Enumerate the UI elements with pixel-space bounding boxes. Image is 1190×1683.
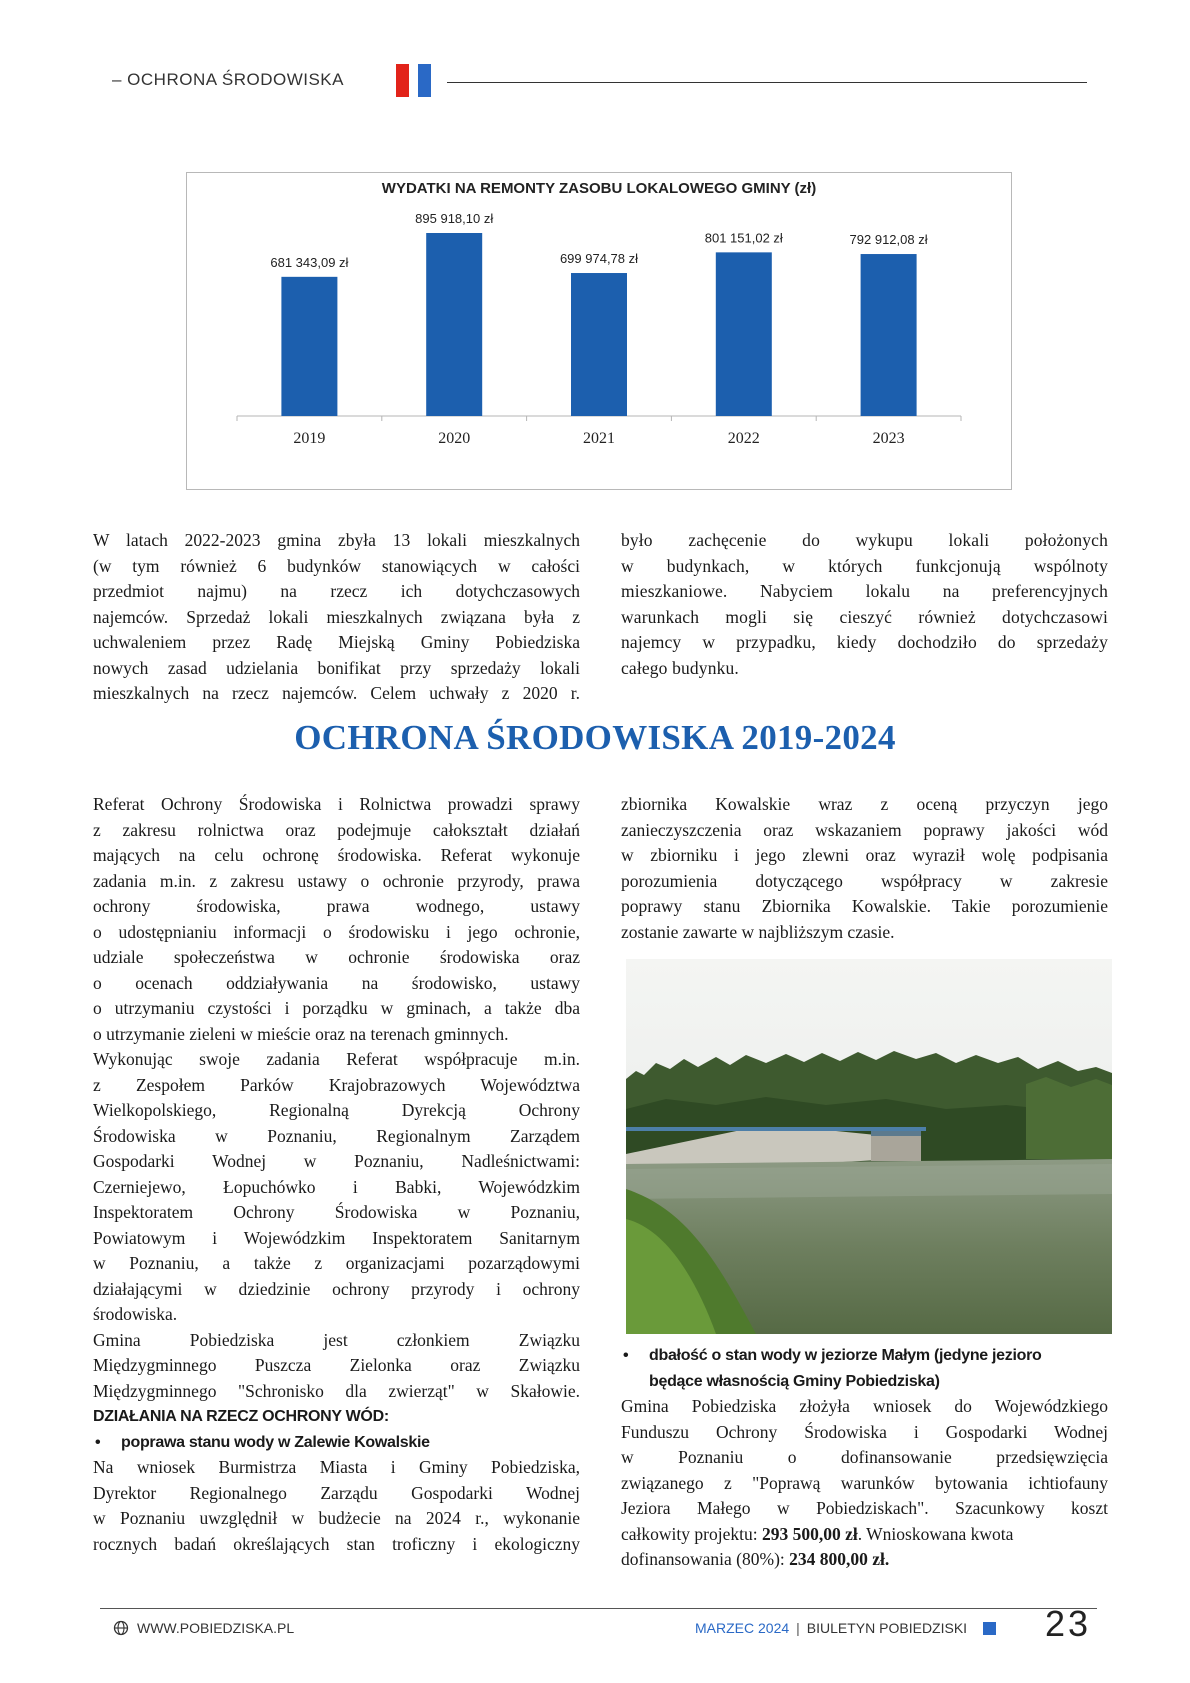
text-line: Gospodarki Wodnej w Poznaniu, Nadleśnictwami: — [93, 1151, 580, 1171]
tick-label-2023: 2023 — [872, 430, 905, 447]
data-label-2020: 895 918,10 zł — [415, 211, 494, 226]
text-line: mieszkaniowe. Nabyciem lokalu na preferencyjnych — [621, 581, 1108, 601]
text-line: całego budynku. — [621, 657, 739, 678]
bullet-dot: • — [623, 1347, 629, 1364]
bar-2021 — [571, 273, 627, 416]
cost-value: 293 500,00 zł — [761, 1523, 858, 1544]
text-line: Powiatowym i Wojewódzkim Inspektoratem Sanitarnym — [93, 1227, 580, 1248]
text-line: mieszkalnych na rzecz najemców. Celem uchwały z 2020 r. — [93, 683, 580, 703]
tick-label-2022: 2022 — [727, 430, 760, 447]
left-intro-text — [93, 792, 580, 1404]
top-text-left — [93, 528, 580, 707]
text-line: o utrzymaniu czystości i porządku w gminach, a także dba — [93, 998, 580, 1018]
text-line: Gmina Pobiedziska złożyła wniosek do Wojewódzkiego — [621, 1396, 1108, 1416]
text-line: uchwaleniem przez Radę Miejską Gminy Pobiedziska — [93, 632, 580, 652]
text-line: Międzygminnego "Schronisko dla zwierząt" w Skałowie. — [93, 1380, 580, 1401]
flag-blue-stripe — [418, 64, 431, 97]
text-line: z Zespołem Parków Krajobrazowych Województwa — [93, 1074, 580, 1095]
text-line: związanego z "Poprawą warunków bytowania ichtiofauny — [621, 1472, 1108, 1493]
cost-suffix: . Wnioskowana kwota — [857, 1523, 1014, 1544]
data-label-2023: 792 912,08 zł — [849, 232, 928, 248]
text-line: poprawy stanu Zbiornika Kowalskie. Takie porozumienie — [621, 896, 1108, 916]
text-line: o ocenach oddziaływania na środowisko, ustawy — [93, 972, 580, 993]
text-line: Środowiska w Poznaniu, Regionalnym Zarządem — [93, 1125, 580, 1146]
right-column-top — [621, 792, 1108, 945]
publication-name: BIULETYN POBIEDZISKI — [806, 1620, 968, 1636]
data-label-2022: 801 151,02 zł — [704, 230, 783, 246]
text-line: w Poznaniu, a także z organizacjami pozarządowymi — [93, 1253, 580, 1273]
text-line: Czerniejewo, Łopuchówko i Babki, Wojewódzkim — [93, 1176, 580, 1197]
header-rule — [447, 82, 1087, 83]
section-label: – OCHRONA ŚRODOWISKA — [112, 70, 344, 89]
footer-publication — [695, 1620, 996, 1636]
chart-canvas — [187, 173, 1011, 489]
text-line: ochrony środowiska, prawa wodnego, ustawy — [93, 896, 580, 916]
bullet-text — [649, 1343, 1042, 1394]
text-line: udziale społeczeństwa w ochronie środowiska oraz — [93, 947, 580, 967]
bar-2020 — [426, 233, 482, 416]
text-line: zbiornika Kowalskie wraz z oceną przyczyn jego — [621, 794, 1108, 814]
text-line: najemców. Sprzedaż lokali mieszkalnych związana była z — [93, 606, 580, 627]
right-paragraph — [621, 1394, 1108, 1522]
text-line: zostanie zawarte w najbliższym czasie. — [621, 921, 895, 942]
bar-2023 — [861, 254, 917, 416]
data-label-2021: 699 974,78 zł — [559, 251, 639, 267]
text-line: Jeziora Małego w Pobiedziskach". Szacunkowy koszt — [621, 1498, 1108, 1518]
tick-label-2020: 2020 — [438, 430, 471, 447]
text-line: z zakresu rolnictwa oraz podejmuje całokształt działań — [93, 819, 580, 840]
text-line: Wykonując swoje zadania Referat współpracuje m.in. — [93, 1049, 580, 1069]
text-line: w Poznaniu uwzględnił w budżecie na 2024 r., wykonanie — [93, 1508, 580, 1528]
text-line: o udostępnianiu informacji o środowisku i jego ochronie, — [93, 921, 580, 942]
chart-title: WYDATKI NA REMONTY ZASOBU LOKALOWEGO GMINY (zł) — [381, 180, 817, 197]
data-label-2019: 681 343,09 zł — [270, 254, 349, 270]
text-line: Dyrektor Regionalnego Zarządu Gospodarki Wodnej — [93, 1482, 580, 1503]
grant-value: 234 800,00 zł. — [789, 1549, 890, 1569]
text-line: środowiska. — [93, 1304, 178, 1324]
footer-website[interactable] — [113, 1620, 294, 1636]
lake-photo-image — [626, 959, 1112, 1334]
right-column-bottom — [621, 1343, 1108, 1573]
text-line: w budynkach, w których funkcjonują wspólnoty — [621, 555, 1108, 576]
cost-line — [621, 1522, 1108, 1548]
text-line: w zbiorniku i jego zlewni oraz wyraził wolę podpisania — [621, 845, 1108, 865]
bullet-zalew-kowalskie — [93, 1430, 580, 1456]
text-line: najemcy w przypadku, kiedy dochodziło do sprzedaży — [621, 632, 1108, 652]
issue-month: MARZEC 2024 — [695, 1620, 790, 1636]
text-line: W latach 2022-2023 gmina zbyła 13 lokali mieszkalnych — [93, 530, 580, 550]
bar-2022 — [716, 252, 772, 416]
bullet-line: dbałość o stan wody w jeziorze Małym (jedyne jezioro — [649, 1347, 1042, 1364]
globe-icon — [113, 1620, 129, 1636]
text-line: w Poznaniu o dofinansowanie przedsięwzięcia — [621, 1447, 1108, 1467]
text-line: Funduszu Ochrony Środowiska i Gospodarki Wodnej — [621, 1421, 1108, 1442]
section-title: OCHRONA ŚRODOWISKA 2019-2024 — [294, 718, 896, 757]
footer-rule — [100, 1608, 1097, 1609]
footer-square-icon — [983, 1622, 996, 1635]
text-line: nowych zasad udzielania bonifikat przy sprzedaży lokali — [93, 657, 580, 678]
footer-separator: | — [796, 1620, 800, 1636]
left-after-text — [93, 1455, 580, 1557]
grant-prefix: dofinansowania (80%): — [621, 1549, 790, 1569]
cost-prefix: całkowity projektu: — [621, 1523, 762, 1544]
tick-label-2021: 2021 — [583, 430, 615, 447]
bar-chart — [186, 172, 1012, 490]
lake-photo — [626, 959, 1112, 1334]
water-actions-heading: DZIAŁANIA NA RZECZ OCHRONY WÓD: — [93, 1408, 389, 1425]
text-line: było zachęcenie do wykupu lokali położonych — [621, 530, 1108, 550]
text-line: porozumienia dotyczącego współpracy w zakresie — [621, 870, 1108, 891]
text-line: warunkach mogli się cieszyć również dotychczasowi — [621, 606, 1108, 627]
website-url[interactable]: WWW.POBIEDZISKA.PL — [137, 1620, 295, 1636]
text-line: Referat Ochrony Środowiska i Rolnictwa prowadzi sprawy — [93, 794, 580, 814]
text-line: Gmina Pobiedziska jest członkiem Związku — [93, 1329, 580, 1350]
text-line: Międzygminnego Puszcza Zielonka oraz Związku — [93, 1355, 580, 1375]
bullet-text: poprawa stanu wody w Zalewie Kowalskie — [121, 1433, 430, 1451]
text-line: o utrzymanie zieleni w mieście oraz na terenach gminnych. — [93, 1023, 509, 1044]
top-text-right — [621, 528, 1108, 681]
text-line: przedmiot najmu) na rzecz ich dotychczasowych — [93, 581, 580, 601]
text-line: zanieczyszczenia oraz wskazaniem poprawy jakości wód — [621, 819, 1108, 840]
text-line: zadania m.in. z zakresu ustawy o ochronie przyrody, prawa — [93, 870, 580, 891]
tick-label-2019: 2019 — [293, 430, 326, 447]
text-line: (w tym również 6 budynków stanowiących w całości — [93, 555, 580, 576]
page-number: 23 — [1045, 1603, 1092, 1644]
bullet-jezioro-male — [621, 1343, 1108, 1394]
text-line: Wielkopolskiego, Regionalną Dyrekcją Ochrony — [93, 1100, 580, 1120]
text-line: mających na celu ochronę środowiska. Referat wykonuje — [93, 845, 580, 865]
text-line: rocznych badań określających stan troficzny i ekologiczny — [93, 1533, 580, 1554]
text-line: Inspektoratem Ochrony Środowiska w Poznaniu, — [93, 1202, 580, 1222]
text-line: Na wniosek Burmistrza Miasta i Gminy Pobiedziska, — [93, 1457, 580, 1477]
bar-2019 — [281, 277, 337, 416]
left-column — [93, 792, 580, 1557]
bullet-line: będące własnością Gminy Pobiedziska) — [649, 1372, 940, 1390]
flag-red-stripe — [396, 64, 409, 97]
grant-line — [621, 1547, 1108, 1573]
text-line: działającymi w dziedzinie ochrony przyrody i ochrony — [93, 1278, 580, 1299]
bullet-dot: • — [95, 1433, 101, 1451]
